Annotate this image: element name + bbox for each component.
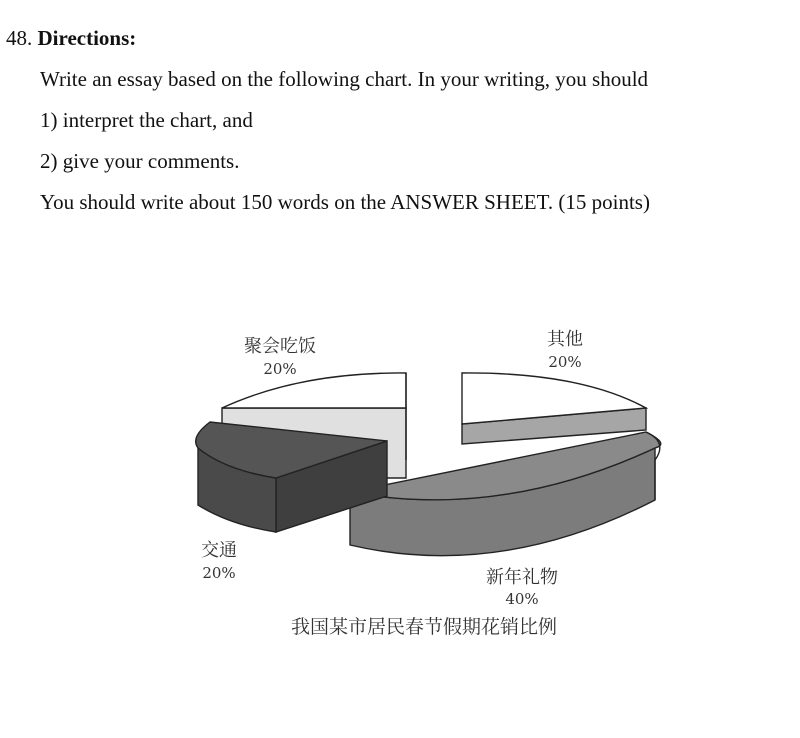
slice-value-gathering: 20% <box>263 360 297 378</box>
pie-slice-other <box>462 373 646 444</box>
slice-label-gathering: 聚会吃饭 <box>244 336 316 357</box>
instruction-line: 1) interpret the chart, and <box>40 108 253 132</box>
slice-label-other: 其他 <box>547 329 583 350</box>
instruction-line: Write an essay based on the following chart. In your writing, you should <box>40 67 649 91</box>
slice-value-gift: 40% <box>505 590 539 608</box>
instruction-line: You should write about 150 words on the ANSWER SHEET. (15 points) <box>40 190 650 214</box>
question-heading: Directions: <box>37 26 137 50</box>
slice-label-transport: 交通 <box>201 540 237 561</box>
instruction-line: 2) give your comments. <box>40 149 240 173</box>
slice-label-gift: 新年礼物 <box>486 567 558 588</box>
slice-gathering-top <box>222 373 406 408</box>
slice-value-other: 20% <box>548 353 582 371</box>
slice-value-transport: 20% <box>202 564 236 582</box>
question-number: 48. <box>6 26 33 50</box>
chart-title: 我国某市居民春节假期花销比例 <box>290 616 558 638</box>
